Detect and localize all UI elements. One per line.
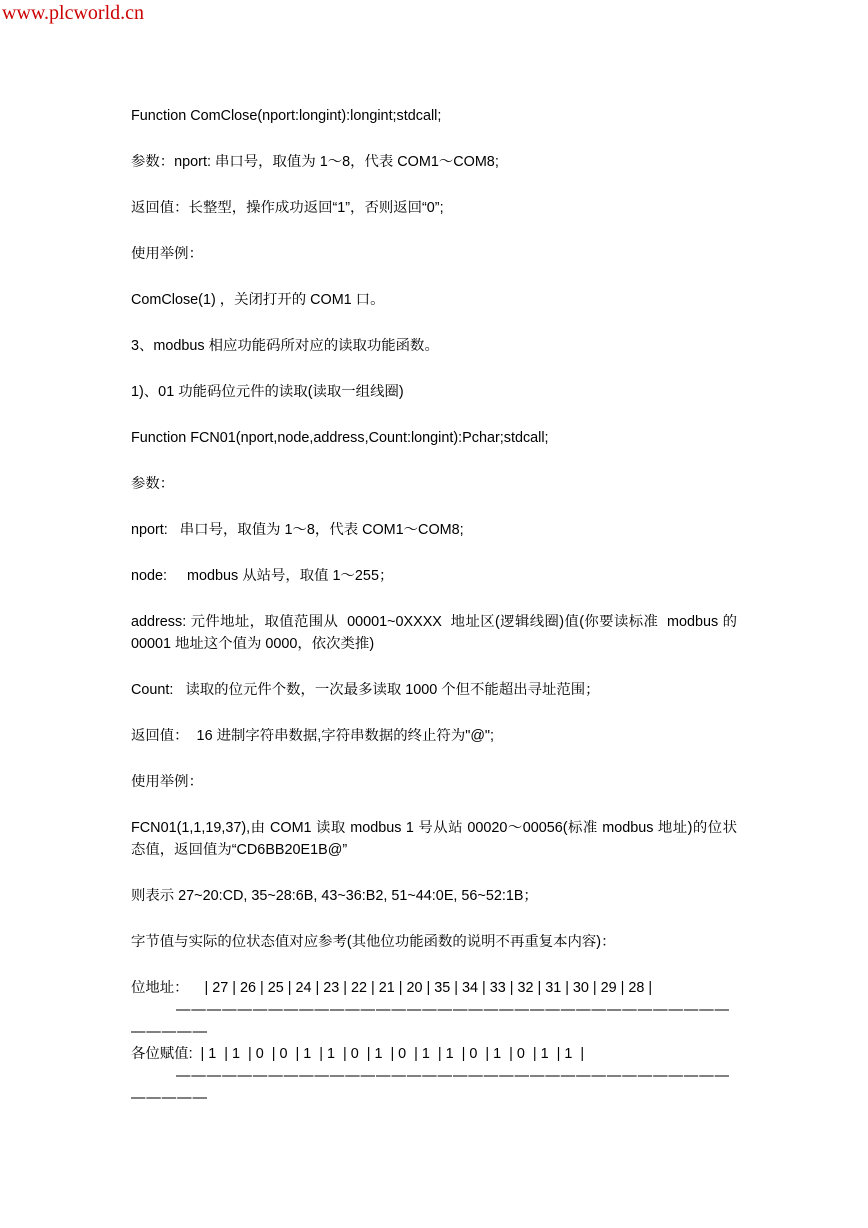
bit-value-row: 各位赋值: | 1 | 1 | 0 | 0 | 1 | 1 | 0 | 1 | 0 | 1 | 1 | 0 | 1 | 0 | 1 | 1 | [131,1046,585,1062]
separator-line: ―――――――――――――――――――――――――――――――――――― [131,1068,731,1084]
param-node: node: modbus 从站号，取值 1～255； [131,568,394,584]
comclose-params: 参数：nport: 串口号，取值为 1～8，代表 COM1～COM8; [131,154,499,170]
fcn01-signature: Function FCN01(nport,node,address,Count:longint):Pchar;stdcall; [131,430,549,446]
watermark-url: www.plcworld.cn [2,2,145,24]
fcn01-example: FCN01(1,1,19,37),由 COM1 读取 modbus 1 号从站 00020～00056(标准 modbus 地址)的位状态值，返回值为“CD6BB20E1B@” [131,820,737,858]
param-count: Count: 读取的位元件个数，一次最多读取 1000 个但不能超出寻址范围； [131,682,600,698]
reference-note: 字节值与实际的位状态值对应参考(其他位功能函数的说明不再重复本内容)： [131,934,616,950]
comclose-return: 返回值：长整型，操作成功返回“1”，否则返回“0”; [131,200,444,216]
byte-mapping: 则表示 27~20:CD, 35~28:6B, 43~36:B2, 51~44:0E, 56~52:1B； [131,888,538,904]
document-body [131,105,741,1109]
fcn01-return: 返回值： 16 进制字符串数据,字符串数据的终止符为"@"; [131,728,495,744]
bit-table [131,977,737,1109]
comclose-example-heading: 使用举例： [131,246,203,262]
param-nport: nport: 串口号，取值为 1～8，代表 COM1～COM8; [131,522,464,538]
bit-address-row: 位地址： | 27 | 26 | 25 | 24 | 23 | 22 | 21 | 20 | 35 | 34 | 33 | 32 | 31 | 30 | 29 | 28 | [131,980,653,996]
separator-line-tail: ――――― [131,1090,208,1106]
comclose-example: ComClose(1) ，关闭打开的 COM1 口。 [131,292,385,308]
fcn01-example-heading: 使用举例： [131,774,203,790]
fcn01-params-heading: 参数： [131,476,175,492]
param-address: address: 元件地址，取值范围从 00001~0XXXX 地址区(逻辑线圈)值(你要读标准 modbus 的 00001 地址这个值为 0000，依次类推) [131,614,741,652]
section-heading-modbus: 3、modbus 相应功能码所对应的读取功能函数。 [131,338,439,354]
separator-line-tail: ――――― [131,1024,208,1040]
separator-line: ―――――――――――――――――――――――――――――――――――― [131,1002,731,1018]
subsection-heading-fc01: 1)、01 功能码位元件的读取(读取一组线圈) [131,384,404,400]
comclose-signature: Function ComClose(nport:longint):longint;stdcall; [131,108,442,124]
